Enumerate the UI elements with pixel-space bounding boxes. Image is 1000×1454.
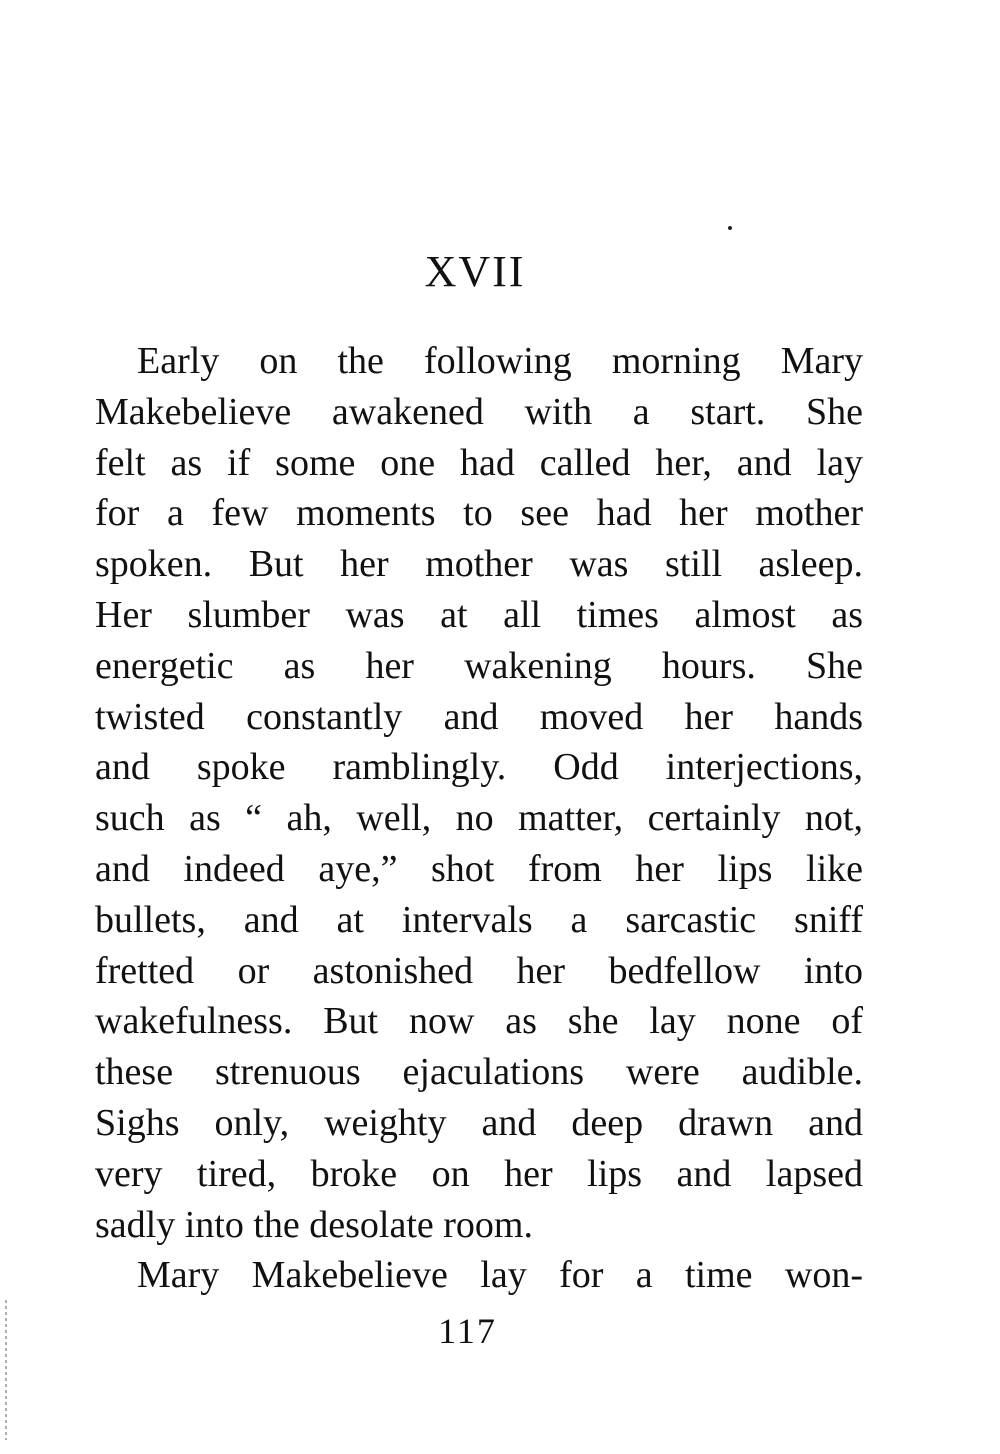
text-line: these strenuous ejaculations were audible.: [95, 1051, 863, 1094]
body-text: [95, 336, 863, 1301]
text-line: very tired, broke on her lips and lapsed: [95, 1152, 863, 1195]
scan-edge-artifact: [5, 1300, 7, 1440]
text-line: such as “ ah, well, no matter, certainly not,: [95, 797, 863, 840]
text-line: Early on the following morning Mary: [137, 340, 863, 382]
text-line: energetic as her wakening hours. She: [95, 644, 863, 687]
print-speck: [728, 226, 732, 230]
text-line: Sighs only, weighty and deep drawn and: [95, 1101, 863, 1144]
page-number: 117: [438, 1311, 497, 1351]
text-line: wakefulness. But now as she lay none of: [95, 1000, 863, 1043]
text-line: for a few moments to see had her mother: [95, 492, 863, 535]
text-line: Mary Makebelieve lay for a time won-: [137, 1254, 863, 1297]
text-line: spoken. But her mother was still asleep.: [95, 543, 863, 586]
text-line: twisted constantly and moved her hands: [95, 695, 863, 738]
text-line: fretted or astonished her bedfellow into: [95, 949, 863, 992]
text-line: sadly into the desolate room.: [95, 1203, 533, 1246]
text-line: Makebelieve awakened with a start. She: [95, 390, 863, 433]
text-line: and indeed aye,” shot from her lips like: [95, 847, 863, 890]
text-line: felt as if some one had called her, and lay: [95, 441, 863, 484]
text-line: and spoke ramblingly. Odd interjections,: [95, 746, 863, 789]
text-line: bullets, and at intervals a sarcastic sniff: [95, 898, 863, 941]
chapter-heading: XVII: [424, 247, 526, 296]
text-line: Her slumber was at all times almost as: [95, 593, 863, 636]
